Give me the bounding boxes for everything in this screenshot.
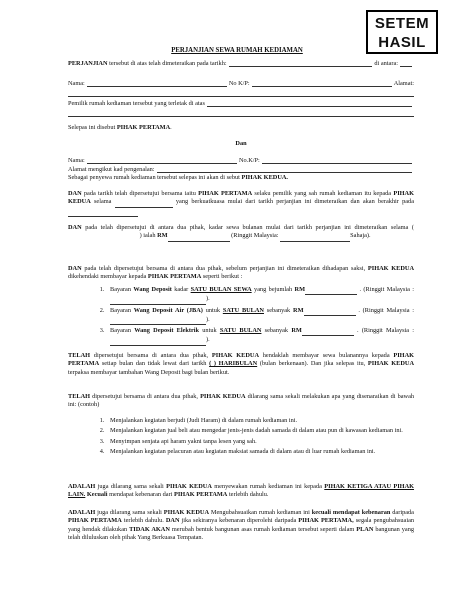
prohibition-list xyxy=(68,417,414,458)
clause-telah-2: TELAH dipersetujui bersama di antara dua pihak, PIHAK KEDUA dilarang sama sekali melakukan apa yang disenaraikan di bawah ini: (contoh) xyxy=(68,393,415,409)
clause-adalah-1: ADALAH juga dilarang sama sekali PIHAK KEDUA menyewakan rumah kediaman ini kepada PIHAK KETIGA ATAU PIHAK LAIN. Kecuali mendapat kebenaran dari PIHAK PERTAMA terlebih dahulu. xyxy=(68,483,415,499)
party1-nama-label: Nama: xyxy=(68,80,85,87)
stamp-line-1: SETEM xyxy=(374,15,430,32)
duration-blank[interactable] xyxy=(115,198,173,207)
clause-dan-3: DAN pada telah dipersetujui bersama di antara dua pihak, sebelum perjanjian ini dimeteraikan dihadapan saksi, PIHAK KEDUA dikehendaki membayar kepada PIHAK PERTAMA seperti berikut : xyxy=(68,265,414,281)
clause-dan-2: DAN pada telah dipersetujui di antara dua pihak, kadar sewa bulanan mulai dari tarikh perjanjian ini dimeteraikan selama ( ) ialah RM (Ringgit Malaysia: Sahaja). xyxy=(68,224,414,242)
party2-alamat-label: Alamat mengikut kad pengenalan: xyxy=(68,166,155,173)
party1-row xyxy=(68,80,414,88)
party1-nama-field[interactable] xyxy=(87,81,227,87)
party1-after: Selepas ini disebut PIHAK PERTAMA. xyxy=(68,124,172,131)
prohibition-item: 1. Menjalankan kegiatan berjudi (Judi Haram) di dalam rumah kediaman ini. xyxy=(106,417,414,425)
pihak-pertama-label: PIHAK PERTAMA xyxy=(116,124,171,131)
deposit-words-blank[interactable] xyxy=(110,316,206,325)
deposit-list xyxy=(68,286,414,348)
dan-heading: Dan xyxy=(235,140,247,147)
document-title: PERJANJIAN SEWA RUMAH KEDIAMAN xyxy=(171,47,303,54)
stamp-line-2: HASIL xyxy=(378,34,426,51)
end-date-blank[interactable] xyxy=(68,208,138,217)
party2-kp-label: No.K/P: xyxy=(238,157,260,164)
date-blank[interactable] xyxy=(229,61,373,67)
intro-lead: PERJANJIAN xyxy=(68,60,108,67)
deposit-item: 2. Bayaran Wang Deposit Air (JBA) untuk SATU BULAN sebanyak RM . (Ringgit Malaysia : ). xyxy=(106,307,414,326)
party2-desc: Sebagai penyewa rumah kediaman tersebut selepas ini akan di sebut PIHAK KEDUA. xyxy=(68,174,288,181)
deposit-amount-blank[interactable] xyxy=(304,307,356,316)
intro-text: tersebut di atas telah dimeteraikan pada tarikh: xyxy=(109,60,227,67)
rent-words-blank[interactable] xyxy=(280,232,350,241)
clause-adalah-2: ADALAH juga dilarang sama sekali PIHAK KEDUA Mengubahsuaikan rumah kediaman ini kecuali mendapat kebenaran daripada PIHAK PERTAMA terlebih dahulu. DAN jika sekiranya kebenaran diperolehi daripada PIHAK PERTAMA, segala pengubahsuaian yang hendak dilakukan TIDAK AKAN merubah bentuk bangunan asas rumah kediaman tersebut seperti dalam PLAN bangunan yang telah diluluskan oleh pihak Yang Berkuasa Tempatan. xyxy=(68,509,415,541)
deposit-words-blank[interactable] xyxy=(110,336,206,345)
party1-kp-field[interactable] xyxy=(252,81,392,87)
clause-dan-1: DAN pada tarikh telah dipersetujui bersama iaitu PIHAK PERTAMA selaku pemilik yang sah rumah kediaman itu kepada PIHAK KEDUA selama yang berkuatkuasa mulai dari tarikh perjanjian ini dimeteraikan dan akan berakhir pada xyxy=(68,190,414,217)
party1-owner-row xyxy=(68,100,414,108)
party2-nama-field[interactable] xyxy=(87,158,237,164)
deposit-item: 1. Bayaran Wang Deposit kadar SATU BULAN SEWA yang bejumlah RM . (Ringgit Malaysia : ). xyxy=(106,286,414,305)
party1-alamat-label: Alamat: xyxy=(393,80,415,87)
intro-line xyxy=(68,60,414,68)
clause-telah-1: TELAH dipersetujui bersama di antara dua pihak, PIHAK KEDUA hendaklah membayar sewa bulanannya kepada PIHAK PERTAMA setiap bulan dan tidak lewat dari tarikh ( ) HARIBULAN (bulan berkenaan). Dan jika selepas itu, PIHAK KEDUA terpaksa membayar tambahan Wang Deposit bagi bulan berikut. xyxy=(68,352,415,376)
prohibition-item: 3. Menyimpan senjata api haram yakni tanpa lesen yang sah. xyxy=(106,438,414,446)
deposit-words-blank[interactable] xyxy=(110,295,206,304)
prohibition-item: 4. Menjalankan kegiatan pelacuran atau kegiatan maksiat samada di dalam atau di luar rumah kediaman ini. xyxy=(106,448,414,456)
party1-owner-field[interactable] xyxy=(207,101,412,107)
deposit-item: 3. Bayaran Wang Deposit Elektrik untuk SATU BULAN sebanyak RM . (Ringgit Malaysia : ). xyxy=(106,327,414,346)
deposit-amount-blank[interactable] xyxy=(305,286,357,295)
party1-owner-label: Pemilik rumah kediaman tersebut yang terletak di atas xyxy=(68,100,205,107)
party2-row xyxy=(68,157,414,165)
party1-alamat-line[interactable] xyxy=(68,90,414,97)
deposit-amount-blank[interactable] xyxy=(302,327,354,336)
intro-tail: di antara: xyxy=(374,60,398,67)
prohibition-item: 2. Menjalankan kegiatan jual beli atau mengedar jenis-jenis dadah samada di dalam atau pun di kawasan kediaman ini. xyxy=(106,427,414,435)
party2-alamat-field[interactable] xyxy=(157,167,412,173)
pihak-kedua-label: PIHAK KEDUA. xyxy=(241,174,288,181)
party1-extra-line[interactable] xyxy=(68,110,414,117)
rent-amount-blank[interactable] xyxy=(168,232,230,241)
party2-kp-field[interactable] xyxy=(262,158,412,164)
party2-nama-label: Nama: xyxy=(68,157,85,164)
party1-kp-label: No K/P: xyxy=(228,80,250,87)
